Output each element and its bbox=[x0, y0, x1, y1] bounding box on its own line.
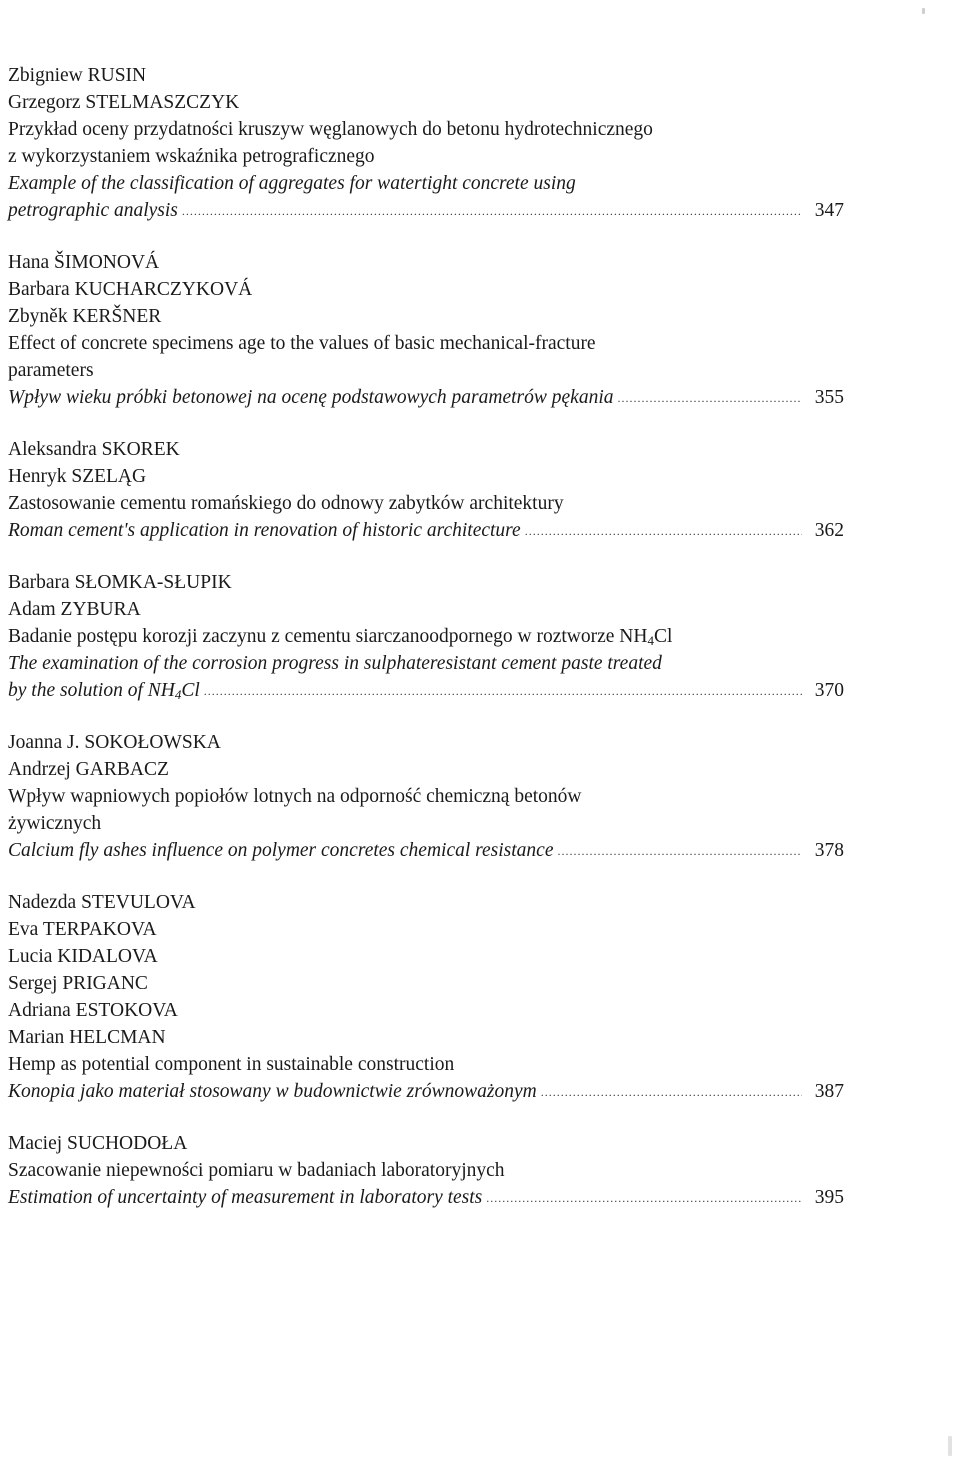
toc-entry bbox=[8, 729, 844, 864]
title-english: Example of the classification of aggregates for watertight concrete using bbox=[8, 173, 576, 194]
toc-leader-line bbox=[8, 1078, 844, 1105]
toc-leader-line bbox=[8, 384, 844, 411]
author-name: Sergej PRIGANC bbox=[8, 973, 148, 994]
scan-speck bbox=[948, 1436, 952, 1456]
title-english: The examination of the corrosion progress in sulphateresistant cement paste treated bbox=[8, 653, 662, 674]
scan-speck bbox=[922, 8, 925, 14]
page-number: 387 bbox=[814, 1081, 844, 1102]
author-name: Hana ŠIMONOVÁ bbox=[8, 252, 160, 273]
toc-leader-line bbox=[8, 1184, 844, 1211]
title-polish: Konopia jako materiał stosowany w budownictwie zrównoważonym bbox=[8, 1081, 537, 1102]
author-name: Joanna J. SOKOŁOWSKA bbox=[8, 732, 221, 753]
page-number: 378 bbox=[814, 840, 844, 861]
title-english: parameters bbox=[8, 360, 94, 381]
dot-leader bbox=[486, 1190, 802, 1206]
toc-leader-line bbox=[8, 517, 844, 544]
title-english: Effect of concrete specimens age to the values of basic mechanical-fracture bbox=[8, 333, 596, 354]
dot-leader bbox=[204, 683, 802, 699]
dot-leader bbox=[525, 523, 802, 539]
toc-leader-line bbox=[8, 197, 844, 224]
title-polish: Wpływ wieku próbki betonowej na ocenę podstawowych parametrów pękania bbox=[8, 387, 614, 408]
title-english: petrographic analysis bbox=[8, 200, 178, 221]
author-name: Grzegorz STELMASZCZYK bbox=[8, 92, 240, 113]
title-english: Estimation of uncertainty of measurement in laboratory tests bbox=[8, 1187, 483, 1208]
author-name: Maciej SUCHODOŁA bbox=[8, 1133, 188, 1154]
dot-leader bbox=[617, 390, 802, 406]
title-english: Hemp as potential component in sustainable construction bbox=[8, 1054, 455, 1075]
title-english: Calcium fly ashes influence on polymer concretes chemical resistance bbox=[8, 840, 554, 861]
toc-entry bbox=[8, 889, 844, 1105]
toc-entry bbox=[8, 1130, 844, 1211]
title-polish: żywicznych bbox=[8, 813, 102, 834]
title-english: Roman cement's application in renovation of historic architecture bbox=[8, 520, 521, 541]
author-name: Nadezda STEVULOVA bbox=[8, 892, 196, 913]
author-name: Adriana ESTOKOVA bbox=[8, 1000, 178, 1021]
toc-leader-line bbox=[8, 677, 844, 704]
title-polish: Przykład oceny przydatności kruszyw węglanowych do betonu hydrotechnicznego bbox=[8, 119, 653, 140]
dot-leader bbox=[558, 843, 803, 859]
author-name: Barbara SŁOMKA-SŁUPIK bbox=[8, 572, 232, 593]
dot-leader bbox=[182, 203, 802, 219]
author-name: Marian HELCMAN bbox=[8, 1027, 166, 1048]
toc-entry bbox=[8, 569, 844, 704]
title-polish: z wykorzystaniem wskaźnika petrograficznego bbox=[8, 146, 375, 167]
page-number: 395 bbox=[814, 1187, 844, 1208]
title-polish: Wpływ wapniowych popiołów lotnych na odporność chemiczną betonów bbox=[8, 786, 582, 807]
toc-entry bbox=[8, 62, 844, 224]
author-name: Henryk SZELĄG bbox=[8, 466, 147, 487]
author-name: Eva TERPAKOVA bbox=[8, 919, 157, 940]
subscript: 4 bbox=[174, 687, 182, 702]
author-name: Zbyněk KERŠNER bbox=[8, 306, 162, 327]
dot-leader bbox=[541, 1084, 802, 1100]
author-name: Adam ZYBURA bbox=[8, 599, 141, 620]
title-polish bbox=[8, 623, 844, 650]
author-name: Lucia KIDALOVA bbox=[8, 946, 158, 967]
toc-entry bbox=[8, 436, 844, 544]
title-text: Cl bbox=[181, 680, 200, 701]
page-number: 355 bbox=[814, 387, 844, 408]
author-name: Aleksandra SKOREK bbox=[8, 439, 180, 460]
page-number: 362 bbox=[814, 520, 844, 541]
author-name: Barbara KUCHARCZYKOVÁ bbox=[8, 279, 253, 300]
table-of-contents bbox=[8, 62, 844, 1236]
author-name: Zbigniew RUSIN bbox=[8, 65, 147, 86]
page-number: 347 bbox=[814, 200, 844, 221]
subscript: 4 bbox=[647, 633, 654, 648]
title-polish: Szacowanie niepewności pomiaru w badaniach laboratoryjnych bbox=[8, 1160, 505, 1181]
title-text: by the solution of NH bbox=[8, 680, 175, 701]
title-text: Cl bbox=[653, 626, 673, 647]
page-number: 370 bbox=[814, 680, 844, 701]
toc-entry bbox=[8, 249, 844, 411]
title-polish: Zastosowanie cementu romańskiego do odnowy zabytków architektury bbox=[8, 493, 564, 514]
title-text: Badanie postępu korozji zaczynu z cementu siarczanoodpornego w roztworze NH bbox=[8, 626, 648, 647]
title-english bbox=[8, 677, 200, 704]
author-name: Andrzej GARBACZ bbox=[8, 759, 169, 780]
toc-leader-line bbox=[8, 837, 844, 864]
